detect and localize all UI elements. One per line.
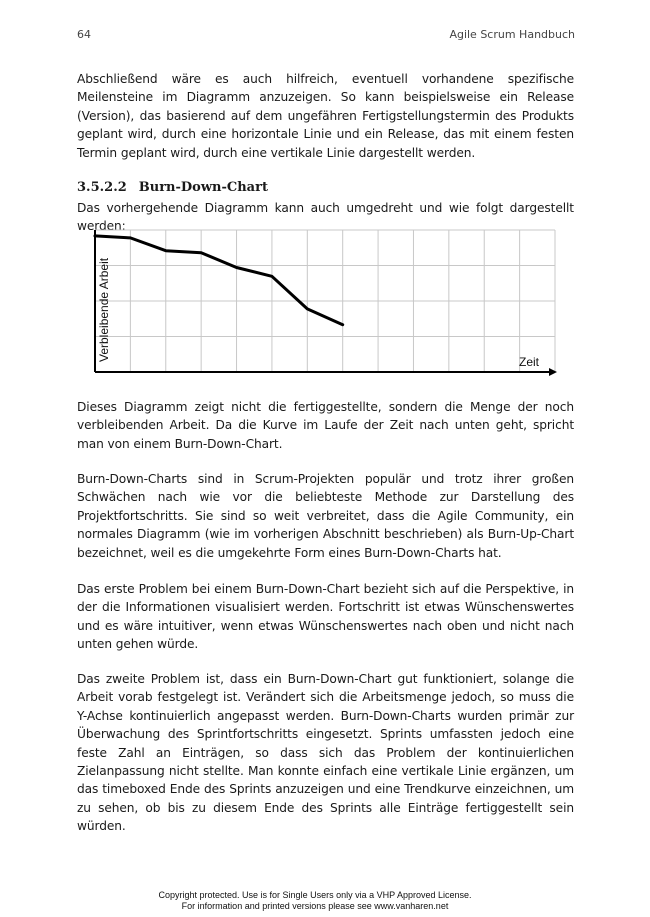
paragraph-2: Burn-Down-Charts sind in Scrum-Projekten populär und trotz ihrer großen Schwächen nach wie vor die beliebteste Methode zur Darstellung des Projektfortschritts. Sie sind so weit verbreitet, dass die Agile Community, ein normales Diagramm (wie im vorherigen Abschnitt beschrieben) als Burn-Up-Chart bezeichnet, weil es die umgekehrte Form eines Burn-Down-Charts hat. [77, 472, 574, 560]
paragraph-4: Das zweite Problem ist, dass ein Burn-Down-Chart gut funktioniert, solange die Arbeit vorab festgelegt ist. Verändert sich die Arbeitsmenge jedoch, so muss die Y-Achse kontinuierlich angepasst werden. Burn-Down-Charts wurden primär zur Überwachung des Sprintfortschritts eingesetzt. Sprints umfassten jedoch eine feste Zahl an Einträgen, so dass sich das Problem der kontinuierlichen Zielanpassung nicht stellte. Man konnte einfach eine vertikale Linie ergänzen, um das timeboxed Ende des Sprints anzuzeigen und eine Trendkurve einzeichnen, um zu sehen, ob bis zu diesem Ende des Sprints alle Einträge fertiggestellt sein würden. [77, 672, 574, 834]
paragraph-3: Das erste Problem bei einem Burn-Down-Chart bezieht sich auf die Perspektive, in der die Informationen visualisiert werden. Fortschritt ist etwas Wünschenswertes und es wäre intuitiver, wenn etwas Wünschenswertes nach oben und nicht nach unten gehen würde. [77, 582, 574, 652]
section-number: 3.5.2.2 [77, 180, 127, 195]
burn-down-chart [77, 222, 561, 382]
copyright-line-2: For information and printed versions please see www.vanharen.net [181, 901, 449, 911]
section-heading [77, 180, 268, 195]
copyright-footer [0, 890, 650, 912]
copyright-line-1: Copyright protected. Use is for Single Users only via a VHP Approved License. [158, 890, 472, 900]
intro-paragraph: Abschließend wäre es auch hilfreich, eventuell vorhandene spezifische Meilensteine im Diagramm anzuzeigen. So kann beispielsweise ein Release (Version), das basierend auf dem ungefähren Fertigstellungstermin des Produkts geplant wird, durch eine horizontale Linie und ein Release, das mit einem festen Termin geplant wird, durch eine vertikale Linie dargestellt werden. [77, 72, 574, 160]
section-title: Burn-Down-Chart [138, 180, 268, 195]
y-axis-label: Verbleibende Arbeit [97, 257, 111, 362]
series-line [95, 236, 343, 325]
paragraph-1: Dieses Diagramm zeigt nicht die fertiggestellte, sondern die Menge der noch verbleibenden Arbeit. Da die Kurve im Laufe der Zeit nach unten geht, spricht man von einem Burn-Down-Chart. [77, 400, 574, 451]
x-axis-label: Zeit [519, 355, 540, 369]
page-number: 64 [77, 28, 91, 41]
section-lead: Das vorhergehende Diagramm kann auch umgedreht und wie folgt dargestellt werden: [77, 201, 574, 234]
x-axis-arrow [549, 368, 557, 376]
running-header: Agile Scrum Handbuch [449, 28, 575, 41]
